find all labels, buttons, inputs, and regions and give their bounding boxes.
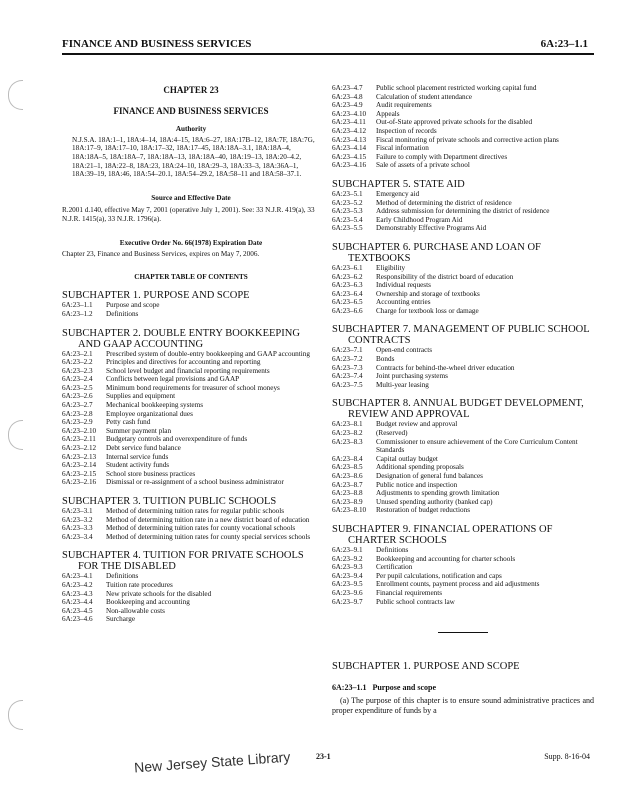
toc-entry (332, 127, 594, 136)
toc-entry-title: Contracts for behind-the-wheel driver education (376, 363, 515, 372)
toc-entry-number: 6A:23–4.16 (332, 161, 367, 170)
toc-entry-number: 6A:23–1.1 (62, 301, 93, 310)
toc-entry-title: Bookkeeping and accounting (106, 598, 190, 607)
toc-entry-number: 6A:23–2.3 (62, 366, 93, 375)
toc-entry-title: Fiscal monitoring of private schools and corrective action plans (376, 135, 559, 144)
toc-entry-title: Method of determining tuition rates for county special services schools (106, 532, 311, 541)
toc-entry (332, 118, 594, 127)
toc-entry-title: Non-allowable costs (106, 606, 165, 615)
toc-heading: CHAPTER TABLE OF CONTENTS (134, 272, 248, 281)
toc-entry-number: 6A:23–4.9 (332, 101, 363, 110)
toc-entry (62, 516, 320, 525)
toc-entry-title: Eligibility (376, 263, 406, 272)
toc-entry-title: Surcharge (106, 615, 136, 624)
running-head-right: 6A:23–1.1 (540, 38, 588, 50)
toc-entry (62, 615, 320, 624)
toc-entry (332, 489, 594, 498)
toc-entry (62, 453, 320, 462)
toc-entry-title: Dismissal or re-assignment of a school business administrator (106, 478, 284, 487)
toc-entry-number: 6A:23–8.10 (332, 506, 367, 515)
toc-entry-title: Early Childhood Program Aid (376, 215, 463, 224)
authority-text: N.J.S.A. 18A:1–1, 18A:4–14, 18A:4–15, 18A:6–27, 18A:17B–12, 18A:7F, 18A:7G, 18A:17–9, 18A:17–10, 18A:17–32, 18A:17–45, 18A:18A–3.1, 18A:18A–4, 18A:18A–5, 18A:18A–7, 18A:18A–13, 18A:18A–40, 18A:19–13, 18A:20–4.2, 18A:21–1, 18A:22–8, 18A:23, 18A:24–10, 18A:29–3, 18A:33–3, 18A:36A–1, 18A:39–19, 18A:46, 18A:54–20.1, 18A:54–29.2, 18A:58–11 and 18A:58–37.1. (72, 135, 315, 179)
toc-entry-number: 6A:23–8.7 (332, 480, 363, 489)
subchapter-8-list (332, 420, 594, 515)
toc-entry-title: New private schools for the disabled (106, 589, 212, 598)
toc-entry-number: 6A:23–3.3 (62, 524, 93, 533)
running-head-left: FINANCE AND BUSINESS SERVICES (62, 38, 252, 50)
toc-entry-number: 6A:23–8.8 (332, 489, 363, 498)
toc-entry (332, 429, 594, 438)
toc-entry-title: Inspection of records (376, 126, 437, 135)
toc-entry (62, 581, 320, 590)
toc-entry (332, 589, 594, 598)
toc-entry-title: Ownership and storage of textbooks (376, 289, 480, 298)
toc-entry-number: 6A:23–4.7 (332, 84, 363, 92)
toc-entry-number: 6A:23–7.1 (332, 346, 363, 355)
toc-entry (332, 472, 594, 481)
toc-entry-number: 6A:23–8.5 (332, 463, 363, 472)
toc-entry-number: 6A:23–6.5 (332, 298, 363, 307)
toc-entry (332, 438, 594, 455)
subchapter-7-list (332, 346, 594, 389)
subchapter-7-title: SUBCHAPTER 7. MANAGEMENT OF PUBLIC SCHOOL (332, 324, 590, 336)
toc-entry-title: Budgetary controls and overexpenditure of funds (106, 435, 248, 444)
toc-entry-title: Failure to comply with Department directives (376, 152, 508, 161)
toc-entry-title: Method of determining tuition rate in a new district board of education (106, 515, 310, 524)
toc-entry (332, 307, 594, 316)
left-column (62, 86, 320, 624)
subchapter-8-title: SUBCHAPTER 8. ANNUAL BUDGET DEVELOPMENT, (332, 398, 584, 410)
toc-entry-number: 6A:23–8.1 (332, 420, 363, 429)
toc-entry-number: 6A:23–6.3 (332, 281, 363, 290)
toc-entry (62, 444, 320, 453)
toc-entry (332, 506, 594, 515)
toc-entry-title: Additional spending proposals (376, 463, 464, 472)
toc-entry-number: 6A:23–2.6 (62, 392, 93, 401)
toc-entry (332, 153, 594, 162)
toc-entry-title: Bonds (376, 355, 395, 364)
toc-entry (332, 364, 594, 373)
toc-entry (62, 418, 320, 427)
toc-entry (62, 507, 320, 516)
toc-entry (332, 346, 594, 355)
toc-entry-number: 6A:23–4.12 (332, 126, 367, 135)
toc-entry (332, 144, 594, 153)
toc-entry-title: Definitions (376, 545, 409, 554)
paragraph-a: (a) The purpose of this chapter is to ensure sound administrative practices and proper expenditure of funds by a (332, 695, 594, 715)
toc-entry-number: 6A:23–7.4 (332, 372, 363, 381)
toc-entry-title: Student activity funds (106, 461, 170, 470)
toc-entry (332, 161, 594, 170)
subchapter-2-title: SUBCHAPTER 2. DOUBLE ENTRY BOOKKEEPING (62, 327, 300, 339)
supplement-date: Supp. 8-16-04 (544, 752, 590, 761)
toc-entry-number: 6A:23–9.2 (332, 554, 363, 563)
toc-entry-number: 6A:23–4.14 (332, 144, 367, 153)
toc-entry-number: 6A:23–9.6 (332, 588, 363, 597)
toc-entry (332, 572, 594, 581)
toc-entry-title: Definitions (106, 572, 139, 581)
toc-entry-title: Appeals (376, 109, 400, 118)
toc-entry-number: 6A:23–4.15 (332, 152, 367, 161)
toc-entry-number: 6A:23–5.2 (332, 198, 363, 207)
toc-entry-number: 6A:23–6.1 (332, 263, 363, 272)
authority-heading: Authority (175, 125, 207, 134)
toc-entry (62, 358, 320, 367)
section-heading (332, 684, 594, 693)
toc-entry-title: School level budget and financial reporting requirements (106, 366, 270, 375)
toc-entry-title: Prescribed system of double-entry bookkeeping and GAAP accounting (106, 349, 310, 358)
toc-entry-title: Bookkeeping and accounting for charter schools (376, 554, 516, 563)
toc-entry-number: 6A:23–2.5 (62, 383, 93, 392)
toc-entry-number: 6A:23–4.8 (332, 92, 363, 101)
toc-entry-number: 6A:23–4.6 (62, 615, 93, 624)
toc-entry-number: 6A:23–2.12 (62, 444, 97, 453)
toc-entry (62, 410, 320, 419)
toc-entry (62, 375, 320, 384)
right-column (332, 84, 594, 716)
toc-entry-title: Capital outlay budget (376, 454, 438, 463)
toc-entry-number: 6A:23–6.4 (332, 289, 363, 298)
toc-entry-title: Financial requirements (376, 588, 443, 597)
toc-entry-number: 6A:23–2.11 (62, 435, 96, 444)
toc-entry-title: Conflicts between legal provisions and GAAP (106, 375, 240, 384)
toc-entry-number: 6A:23–2.2 (62, 358, 93, 367)
toc-entry-title: Open-end contracts (376, 346, 433, 355)
exec-order-heading: Executive Order No. 66(1978) Expiration Date (119, 238, 263, 247)
toc-entry-title: Charge for textbook loss or damage (376, 306, 479, 315)
toc-entry (62, 524, 320, 533)
toc-entry-number: 6A:23–4.4 (62, 598, 93, 607)
toc-entry-number: 6A:23–5.4 (332, 215, 363, 224)
toc-entry (332, 224, 594, 233)
toc-entry (332, 216, 594, 225)
toc-entry (62, 478, 320, 487)
toc-entry-title: Principles and directives for accounting and reporting (106, 358, 261, 367)
toc-entry-number: 6A:23–6.6 (332, 306, 363, 315)
subchapter-1-list (62, 301, 320, 318)
toc-entry-title: Definitions (106, 309, 139, 318)
toc-entry (62, 572, 320, 581)
subchapter-6-title: SUBCHAPTER 6. PURCHASE AND LOAN OF (332, 241, 541, 253)
toc-entry-number: 6A:23–2.4 (62, 375, 93, 384)
toc-entry-title: School store business practices (106, 469, 196, 478)
toc-entry-title: Method of determining tuition rates for regular public schools (106, 507, 285, 515)
toc-entry-title: Internal service funds (106, 452, 169, 461)
toc-entry-number: 6A:23–2.9 (62, 418, 93, 427)
toc-entry (332, 264, 594, 273)
toc-entry (332, 190, 594, 199)
toc-entry-title: Mechanical bookkeeping systems (106, 401, 204, 410)
toc-entry (62, 470, 320, 479)
subchapter-6-title-cont: TEXTBOOKS (348, 252, 411, 264)
subchapter-7-title-cont: CONTRACTS (348, 335, 411, 347)
toc-entry (332, 455, 594, 464)
subchapter-2-title-cont: AND GAAP ACCOUNTING (78, 338, 204, 350)
toc-entry-number: 6A:23–7.5 (332, 380, 363, 389)
toc-entry-number: 6A:23–2.1 (62, 349, 93, 358)
toc-entry-number: 6A:23–1.2 (62, 309, 93, 318)
toc-entry-number: 6A:23–4.3 (62, 589, 93, 598)
toc-entry-title: Enrollment counts, payment process and aid adjustments (376, 580, 540, 589)
toc-entry (332, 207, 594, 216)
toc-entry-title: Individual requests (376, 281, 431, 290)
subchapter-9-title: SUBCHAPTER 9. FINANCIAL OPERATIONS OF (332, 523, 553, 535)
toc-entry (332, 481, 594, 490)
toc-entry (62, 392, 320, 401)
toc-entry-number: 6A:23–9.3 (332, 563, 363, 572)
toc-entry-title: Fiscal information (376, 144, 429, 153)
subchapter-5-title: SUBCHAPTER 5. STATE AID (332, 178, 465, 190)
subchapter-4-list-cont (332, 84, 594, 170)
toc-entry (62, 598, 320, 607)
toc-entry-number: 6A:23–7.2 (332, 355, 363, 364)
toc-entry-title: Employee organizational dues (106, 409, 193, 418)
toc-entry-number: 6A:23–2.15 (62, 469, 97, 478)
toc-entry-title: Joint purchasing systems (376, 372, 448, 381)
toc-entry (62, 384, 320, 393)
toc-entry (332, 355, 594, 364)
toc-entry-title: Purpose and scope (106, 301, 160, 310)
toc-entry-number: 6A:23–4.13 (332, 135, 367, 144)
toc-entry-number: 6A:23–9.5 (332, 580, 363, 589)
toc-entry-title: Sale of assets of a private school (376, 161, 470, 170)
toc-entry-title: (Reserved) (376, 429, 408, 438)
toc-entry-number: 6A:23–3.4 (62, 532, 93, 541)
toc-entry (332, 93, 594, 102)
toc-entry-title: Responsibility of the district board of education (376, 272, 514, 281)
toc-entry-title: Accounting entries (376, 298, 431, 307)
toc-entry-title: Per pupil calculations, notification and caps (376, 571, 502, 580)
toc-entry-title: Address submission for determining the district of residence (376, 207, 550, 216)
toc-entry (62, 435, 320, 444)
toc-entry-number: 6A:23–9.4 (332, 571, 363, 580)
toc-entry-title: Designation of general fund balances (376, 472, 483, 480)
toc-entry-title: Adjustments to spending growth limitation (376, 489, 500, 498)
toc-entry-number: 6A:23–9.1 (332, 545, 363, 554)
toc-entry (332, 298, 594, 307)
subchapter-3-list (62, 507, 320, 541)
binder-hole-mark (8, 700, 23, 730)
toc-entry-number: 6A:23–5.3 (332, 207, 363, 216)
toc-entry-title: Budget review and approval (376, 420, 458, 429)
toc-entry (332, 372, 594, 381)
subchapter-5-list (332, 190, 594, 233)
toc-entry-number: 6A:23–8.2 (332, 429, 363, 438)
toc-entry-title: Audit requirements (376, 101, 432, 110)
toc-entry (62, 401, 320, 410)
header-rule (62, 53, 594, 55)
toc-entry-number: 6A:23–2.10 (62, 426, 97, 435)
toc-entry (62, 367, 320, 376)
toc-entry-number: 6A:23–6.2 (332, 272, 363, 281)
toc-entry (332, 199, 594, 208)
section-title: Purpose and scope (372, 683, 437, 693)
chapter-title: FINANCE AND BUSINESS SERVICES (113, 105, 269, 116)
toc-entry-number: 6A:23–2.13 (62, 452, 97, 461)
toc-entry-number: 6A:23–2.7 (62, 401, 93, 410)
binder-hole-mark (8, 420, 23, 450)
toc-entry-number: 6A:23–3.1 (62, 507, 93, 515)
toc-entry-title: Out-of-State approved private schools for the disabled (376, 118, 533, 127)
subchapter-9-title-cont: CHARTER SCHOOLS (348, 534, 447, 546)
toc-entry (332, 101, 594, 110)
toc-entry-title: Restoration of budget reductions (376, 506, 471, 515)
toc-entry-title: Demonstrably Effective Programs Aid (376, 224, 487, 233)
toc-entry-title: Method of determining the district of residence (376, 198, 512, 207)
toc-entry-number: 6A:23–8.4 (332, 454, 363, 463)
toc-entry-number: 6A:23–4.5 (62, 606, 93, 615)
toc-entry (62, 533, 320, 542)
subchapter-9-list (332, 546, 594, 606)
toc-entry (62, 427, 320, 436)
toc-entry-number: 6A:23–8.9 (332, 497, 363, 506)
toc-entry-number: 6A:23–3.2 (62, 515, 93, 524)
source-heading: Source and Effective Date (151, 193, 231, 202)
toc-entry (332, 420, 594, 429)
toc-entry-title: Multi-year leasing (376, 380, 429, 389)
subchapter-3-title: SUBCHAPTER 3. TUITION PUBLIC SCHOOLS (62, 496, 277, 507)
toc-entry-title: Petty cash fund (106, 418, 151, 427)
source-text: R.2001 d.140, effective May 7, 2001 (operative July 1, 2001). See: 33 N.J.R. 419(a), 33 N.J.R. 1415(a), 33 N.J.R. 1796(a). (62, 206, 315, 223)
chapter-number: CHAPTER 23 (163, 85, 219, 95)
toc-entry-number: 6A:23–5.1 (332, 189, 363, 198)
toc-entry-number: 6A:23–8.6 (332, 472, 363, 480)
toc-entry-number: 6A:23–4.11 (332, 118, 366, 127)
body-subchapter-title: SUBCHAPTER 1. PURPOSE AND SCOPE (332, 661, 520, 673)
toc-entry-number: 6A:23–2.8 (62, 409, 93, 418)
toc-entry-title: Public school contracts law (376, 597, 455, 606)
toc-entry (332, 136, 594, 145)
toc-entry (332, 498, 594, 507)
subchapter-4-title-cont: FOR THE DISABLED (78, 561, 176, 573)
toc-entry-number: 6A:23–4.10 (332, 109, 367, 118)
toc-entry-title: Commissioner to ensure achievement of the Core Curriculum Content Standards (376, 437, 578, 455)
toc-entry-title: Summer payment plan (106, 426, 172, 435)
toc-entry-title: Minimum bond requirements for treasurer of school moneys (106, 383, 280, 392)
toc-entry-title: Debt service fund balance (106, 444, 181, 453)
toc-entry-number: 6A:23–2.14 (62, 461, 97, 470)
toc-entry (332, 84, 594, 93)
toc-entry (332, 273, 594, 282)
subchapter-2-list (62, 350, 320, 488)
toc-entry (332, 580, 594, 589)
toc-entry (332, 463, 594, 472)
toc-entry (62, 301, 320, 310)
toc-entry-number: 6A:23–4.1 (62, 572, 93, 581)
page-number: 23-1 (316, 752, 331, 761)
toc-entry (62, 607, 320, 616)
toc-entry-title: Public school placement restricted working capital fund (376, 84, 537, 92)
subchapter-4-title: SUBCHAPTER 4. TUITION FOR PRIVATE SCHOOLS (62, 550, 304, 562)
toc-entry (332, 546, 594, 555)
section-divider (438, 632, 488, 633)
toc-entry-title: Supplies and equipment (106, 392, 176, 401)
toc-entry (332, 110, 594, 119)
toc-entry-title: Certification (376, 563, 413, 572)
exec-order-text: Chapter 23, Finance and Business Services, expires on May 7, 2006. (62, 250, 260, 259)
toc-entry (332, 598, 594, 607)
toc-entry (332, 555, 594, 564)
toc-entry-title: Emergency aid (376, 189, 420, 198)
toc-entry-title: Tuition rate procedures (106, 580, 173, 589)
toc-entry (332, 281, 594, 290)
toc-entry-number: 6A:23–4.2 (62, 580, 93, 589)
toc-entry-number: 6A:23–8.3 (332, 437, 363, 446)
toc-entry-title: Public notice and inspection (376, 480, 458, 489)
toc-entry (62, 461, 320, 470)
toc-entry-title: Method of determining tuition rates for county vocational schools (106, 524, 296, 533)
toc-entry (332, 381, 594, 390)
subchapter-1-title: SUBCHAPTER 1. PURPOSE AND SCOPE (62, 290, 250, 302)
section-number: 6A:23–1.1 (332, 683, 367, 693)
toc-entry (332, 563, 594, 572)
subchapter-6-list (332, 264, 594, 316)
subchapter-8-title-cont: REVIEW AND APPROVAL (348, 409, 470, 421)
binder-hole-mark (8, 80, 23, 110)
subchapter-4-list (62, 572, 320, 624)
toc-entry-number: 6A:23–7.3 (332, 363, 363, 372)
toc-entry-number: 6A:23–9.7 (332, 597, 363, 606)
toc-entry-number: 6A:23–2.16 (62, 478, 97, 487)
toc-entry (62, 590, 320, 599)
toc-entry (332, 290, 594, 299)
toc-entry-number: 6A:23–5.5 (332, 224, 363, 233)
toc-entry-title: Unused spending authority (banked cap) (376, 497, 493, 506)
toc-entry (62, 350, 320, 359)
library-stamp: New Jersey State Library (133, 748, 291, 776)
toc-entry-title: Calculation of student attendance (376, 92, 472, 101)
toc-entry (62, 310, 320, 319)
